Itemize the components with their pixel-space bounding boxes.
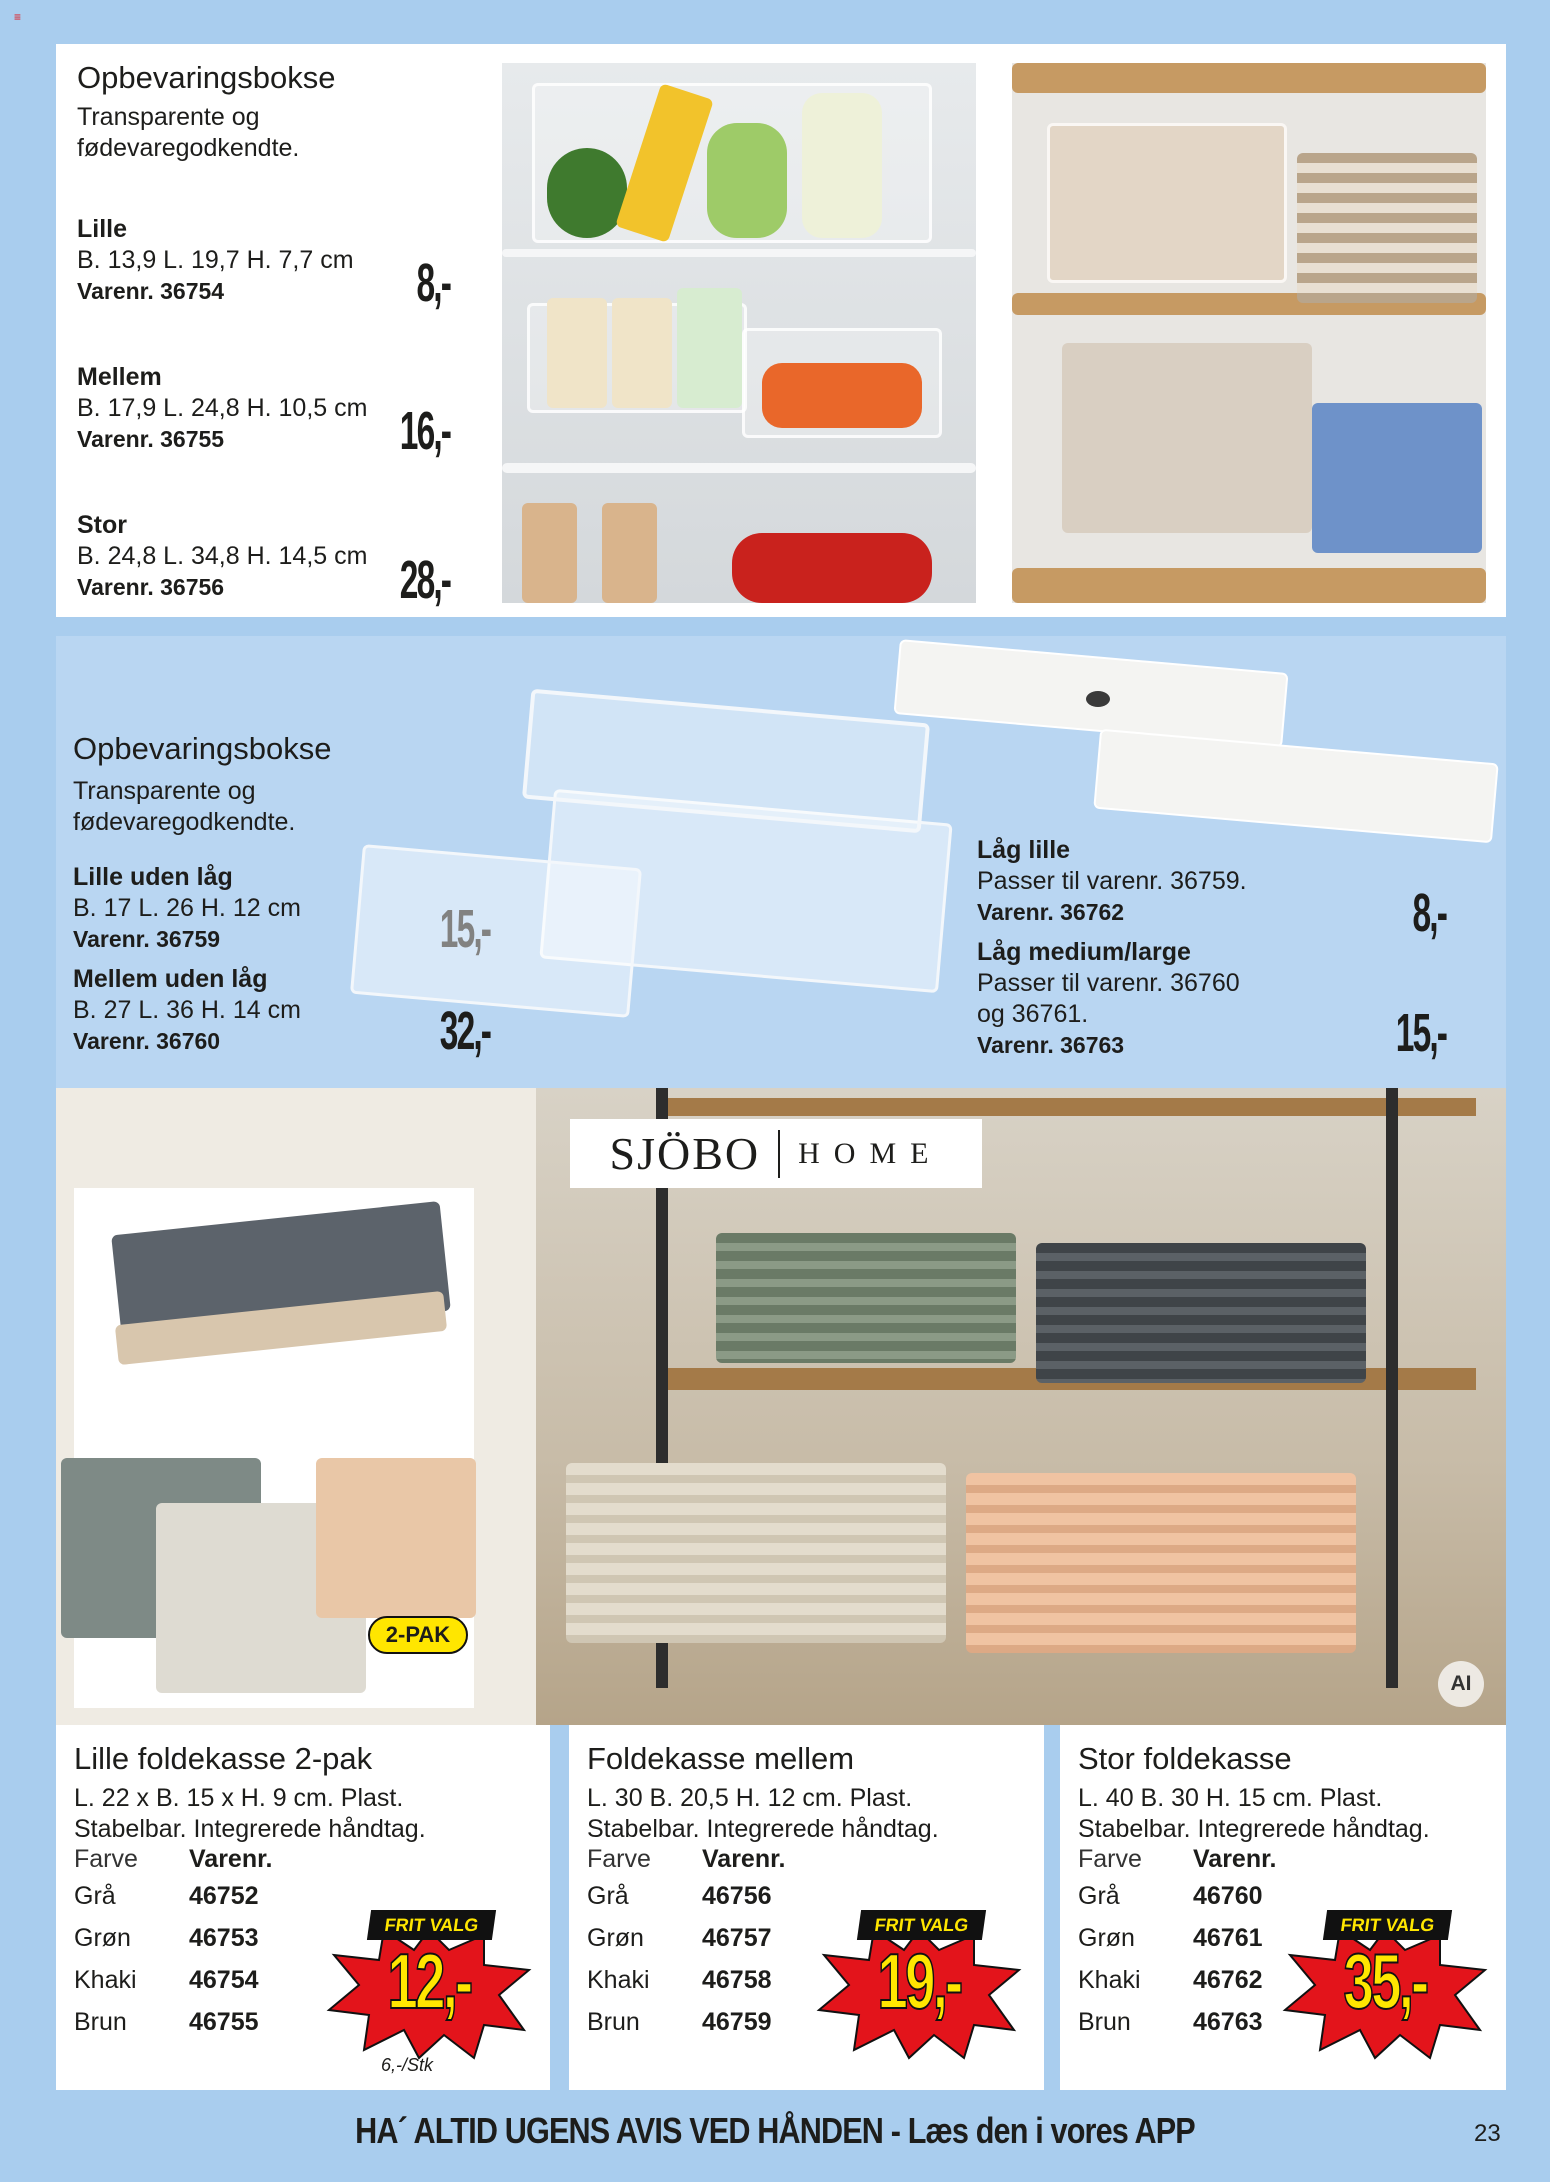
section-title: Opbevaringsbokse	[77, 60, 336, 95]
ai-badge: AI	[1438, 1661, 1484, 1707]
footer-app-text: - Læs den i vores APP	[883, 2110, 1195, 2151]
frit-valg-label: FRIT VALG	[857, 1910, 986, 1940]
price-stor: 28,-	[399, 550, 450, 610]
price-mellem: 16,-	[399, 401, 450, 461]
section-subtitle: Transparente og fødevaregodkendte.	[73, 777, 296, 836]
table-row: Grøn 46761	[1078, 1924, 1263, 1952]
product-card-stor-foldekasse	[1060, 1725, 1506, 2090]
table-row: Khaki 46754	[74, 1966, 259, 1994]
table-row: Khaki 46762	[1078, 1966, 1263, 1994]
two-pack-badge: 2-PAK	[368, 1616, 468, 1654]
card-price: 19,-	[877, 1937, 961, 2025]
card-description: L. 40 B. 30 H. 15 cm. Plast. Stabelbar. Integrerede håndtag.	[1078, 1784, 1430, 1843]
frit-valg-label: FRIT VALG	[367, 1910, 496, 1940]
price-burst	[324, 1910, 534, 2060]
sjobo-home-logo	[570, 1119, 982, 1188]
card-description: L. 30 B. 20,5 H. 12 cm. Plast. Stabelbar. Integrerede håndtag.	[587, 1784, 939, 1843]
storage-boxes-lids-section	[56, 636, 1506, 1088]
card-title: Foldekasse mellem	[587, 1741, 855, 1776]
table-row: Khaki 46758	[587, 1966, 772, 1994]
folding-crates-photo	[56, 1088, 1506, 1725]
fridge-photo	[502, 63, 976, 603]
table-row: Brun 46759	[587, 2008, 772, 2036]
color-table: Farve Varenr. Grå 46752 Grøn 46753 Khaki 46754 Brun 46755	[74, 1843, 272, 2043]
price-mellem-uden-laag: 32,-	[439, 1001, 490, 1061]
card-title: Stor foldekasse	[1078, 1741, 1292, 1776]
footer-headline: HA´ ALTID UGENS AVIS VED HÅNDEN	[355, 2110, 884, 2151]
storage-boxes-section	[56, 44, 1506, 617]
unit-price-note: 6,-/Stk	[381, 2055, 434, 2075]
card-title: Lille foldekasse 2-pak	[74, 1741, 373, 1776]
table-row: Grå 46760	[1078, 1882, 1263, 1910]
footer-app-banner[interactable]	[116, 2110, 1434, 2152]
product-card-lille-foldekasse	[56, 1725, 550, 2090]
product-card-foldekasse-mellem	[569, 1725, 1044, 2090]
product-lille: Lille B. 13,9 L. 19,7 H. 7,7 cm Varenr. 36754	[77, 215, 354, 304]
product-stor: Stor B. 24,8 L. 34,8 H. 14,5 cm Varenr. 36756	[77, 511, 368, 600]
table-row: Grøn 46757	[587, 1924, 772, 1952]
price-lille-uden-laag: 15,-	[439, 899, 490, 959]
page-number: 23	[1474, 2120, 1501, 2147]
lid-medium-large: Låg medium/large Passer til varenr. 36760 og 36761. Varenr. 36763	[977, 938, 1240, 1058]
price-lid-medium-large: 15,-	[1395, 1003, 1446, 1063]
shelf-photo	[1012, 63, 1486, 603]
table-row: Grøn 46753	[74, 1924, 259, 1952]
price-burst	[1280, 1910, 1490, 2060]
brand-name: SJÖBO	[609, 1128, 761, 1179]
card-description: L. 22 x B. 15 x H. 9 cm. Plast. Stabelbar. Integrerede håndtag.	[74, 1784, 426, 1843]
top-marker: ≡	[14, 10, 22, 24]
product-lille-uden-laag: Lille uden låg B. 17 L. 26 H. 12 cm Varenr. 36759	[73, 863, 301, 952]
table-row: Brun 46755	[74, 2008, 259, 2036]
frit-valg-label: FRIT VALG	[1323, 1910, 1452, 1940]
price-lid-lille: 8,-	[1412, 883, 1446, 943]
section-subtitle: Transparente og fødevaregodkendte.	[77, 103, 300, 162]
lid-lille: Låg lille Passer til varenr. 36759. Varenr. 36762	[977, 836, 1247, 925]
section-title: Opbevaringsbokse	[73, 731, 332, 766]
price-lille: 8,-	[416, 253, 450, 313]
card-price: 12,-	[387, 1937, 471, 2025]
card-price: 35,-	[1343, 1937, 1427, 2025]
product-mellem: Mellem B. 17,9 L. 24,8 H. 10,5 cm Varenr. 36755	[77, 363, 368, 452]
table-row: Grå 46756	[587, 1882, 772, 1910]
table-row: Brun 46763	[1078, 2008, 1263, 2036]
price-burst	[814, 1910, 1024, 2060]
table-row: Grå 46752	[74, 1882, 259, 1910]
brand-suffix: HOME	[798, 1136, 943, 1170]
color-table: Farve Varenr. Grå 46760 Grøn 46761 Khaki 46762 Brun 46763	[1078, 1843, 1276, 2043]
product-mellem-uden-laag: Mellem uden låg B. 27 L. 36 H. 14 cm Varenr. 36760	[73, 965, 301, 1054]
color-table: Farve Varenr. Grå 46756 Grøn 46757 Khaki 46758 Brun 46759	[587, 1843, 785, 2043]
